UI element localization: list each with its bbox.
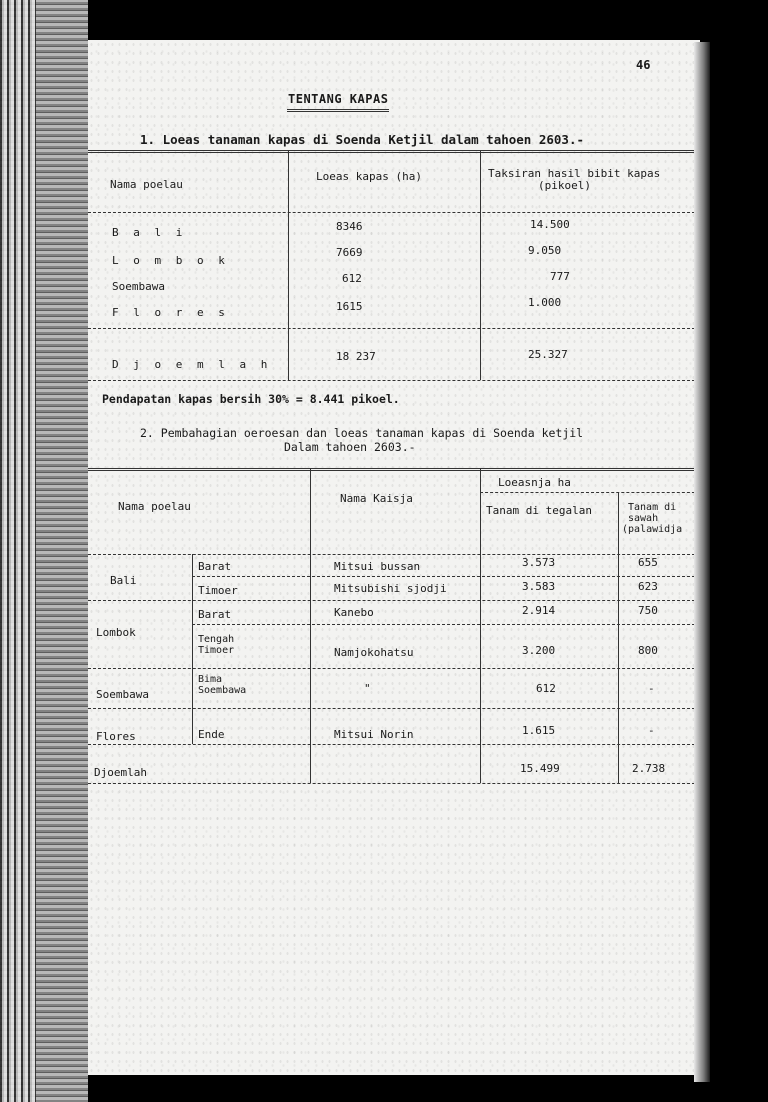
table2-total-sawah: 2.738: [632, 762, 666, 775]
table1-row-yield: 14.500: [530, 218, 570, 231]
table2-island-label: Flores: [96, 730, 136, 743]
table2-total-label: Djoemlah: [94, 766, 147, 779]
table2-tegalan-value: 3.573: [522, 556, 556, 569]
table2-island-label: Soembawa: [96, 688, 149, 701]
scanned-right-edge: [700, 40, 768, 1102]
table2-company-name: Namjokohatsu: [334, 646, 414, 659]
table2-region-label-line2: Timoer: [198, 645, 235, 656]
net-yield-note: Pendapatan kapas bersih 30% = 8.441 pikoel.: [102, 392, 400, 406]
section1-heading: 1. Loeas tanaman kapas di Soenda Ketjil dalam tahoen 2603.-: [140, 132, 585, 147]
table2-tegalan-value: 1.615: [522, 724, 556, 737]
table1-header-area: Loeas kapas (ha): [316, 170, 422, 183]
table2-row-rule: [88, 668, 700, 669]
title-underline: [287, 109, 389, 112]
table2-region-label: Tengah: [198, 634, 235, 645]
table2-header-area-group: Loeasnja ha: [498, 476, 571, 489]
table2-sawah-value: 623: [638, 580, 658, 593]
table1-row-yield: 777: [550, 270, 570, 283]
table2-header-rule: [88, 554, 700, 555]
table2-row-rule: [88, 600, 700, 601]
table2-col-divider-region: [192, 554, 193, 744]
table1-row-yield: 9.050: [528, 244, 562, 257]
table1-top-border: [88, 150, 700, 153]
table1-total-area: 18 237: [336, 350, 376, 363]
table1-row-area: 7669: [336, 246, 363, 259]
table2-header-sawah-1: Tanam di: [628, 502, 677, 513]
table2-header-sawah-2: sawah: [628, 513, 659, 524]
table1-row-yield: 1.000: [528, 296, 562, 309]
table2-region-label-line2: Soembawa: [198, 685, 247, 696]
table2-island-label: Lombok: [96, 626, 136, 639]
table1-row-area: 8346: [336, 220, 363, 233]
table2-company-name: Mitsui bussan: [334, 560, 421, 573]
table2-company-name: Mitsubishi sjodji: [334, 582, 447, 595]
table2-sawah-value: 800: [638, 644, 658, 657]
table1-col-divider-1: [288, 150, 289, 380]
table2-tegalan-value: 2.914: [522, 604, 556, 617]
table2-header-company: Nama Kaisja: [340, 492, 413, 505]
table2-col-divider-sawah: [618, 492, 619, 783]
table2-region-label: Barat: [198, 560, 232, 573]
section2-heading-year: Dalam tahoen 2603.-: [284, 440, 416, 454]
table1-header-island: Nama poelau: [110, 178, 183, 191]
table2-tegalan-value: 3.583: [522, 580, 556, 593]
table1-header-yield: Taksiran hasil bibit kapas: [488, 167, 661, 180]
table2-row-rule: [88, 744, 700, 745]
table2-header-tegalan: Tanam di tegalan: [486, 504, 592, 517]
table2-total-tegalan: 15.499: [520, 762, 560, 775]
table1-bottom-border: [88, 380, 700, 381]
table2-col-divider-company: [310, 468, 311, 783]
table2-sawah-value: -: [648, 724, 655, 737]
document-title: TENTANG KAPAS: [288, 92, 389, 106]
table1-row-island: L o m b o k: [112, 254, 229, 267]
table2-tegalan-value: 612: [536, 682, 556, 695]
table2-col-divider-tegalan: [480, 468, 481, 783]
table1-row-area: 612: [342, 272, 362, 285]
table2-row-rule: [88, 708, 700, 709]
table1-total-label: D j o e m l a h: [112, 358, 272, 371]
table1-row-island: F l o r e s: [112, 306, 229, 319]
table2-island-label: Bali: [110, 574, 137, 587]
section2-heading: 2. Pembahagian oeroesan dan loeas tanaman kapas di Soenda ketjil: [140, 426, 584, 440]
table2-region-label: Timoer: [198, 584, 238, 597]
table1-row-island: B a l i: [112, 226, 187, 239]
table2-row-rule: [192, 624, 700, 625]
table1-row-island: Soembawa: [112, 280, 165, 293]
table1-row-area: 1615: [336, 300, 363, 313]
table2-sawah-value: 655: [638, 556, 658, 569]
table2-company-name: Mitsui Norin: [334, 728, 414, 741]
table2-company-name: ": [364, 682, 371, 695]
table2-region-label: Bima: [198, 674, 223, 685]
table2-header-sawah-3: (palawidja: [622, 524, 683, 535]
table2-company-name: Kanebo: [334, 606, 374, 619]
table2-region-label: Ende: [198, 728, 225, 741]
table2-sawah-value: 750: [638, 604, 658, 617]
table2-subheader-rule: [480, 492, 700, 493]
page-number: 46: [636, 58, 651, 72]
document-page: [88, 40, 700, 1075]
table2-region-label: Barat: [198, 608, 232, 621]
page-curl-shadow: [694, 42, 710, 1082]
table1-header-rule: [88, 212, 700, 213]
table2-bottom-border: [88, 783, 700, 784]
table2-top-border: [88, 468, 700, 471]
table1-total-rule: [88, 328, 700, 329]
table2-tegalan-value: 3.200: [522, 644, 556, 657]
table1-total-yield: 25.327: [528, 348, 568, 361]
table2-row-rule: [192, 576, 700, 577]
table2-header-island: Nama poelau: [118, 500, 191, 513]
table1-header-yield-unit: (pikoel): [538, 179, 591, 192]
scanned-binding-fold: [0, 0, 36, 1102]
table2-sawah-value: -: [648, 682, 655, 695]
table1-col-divider-2: [480, 150, 481, 380]
